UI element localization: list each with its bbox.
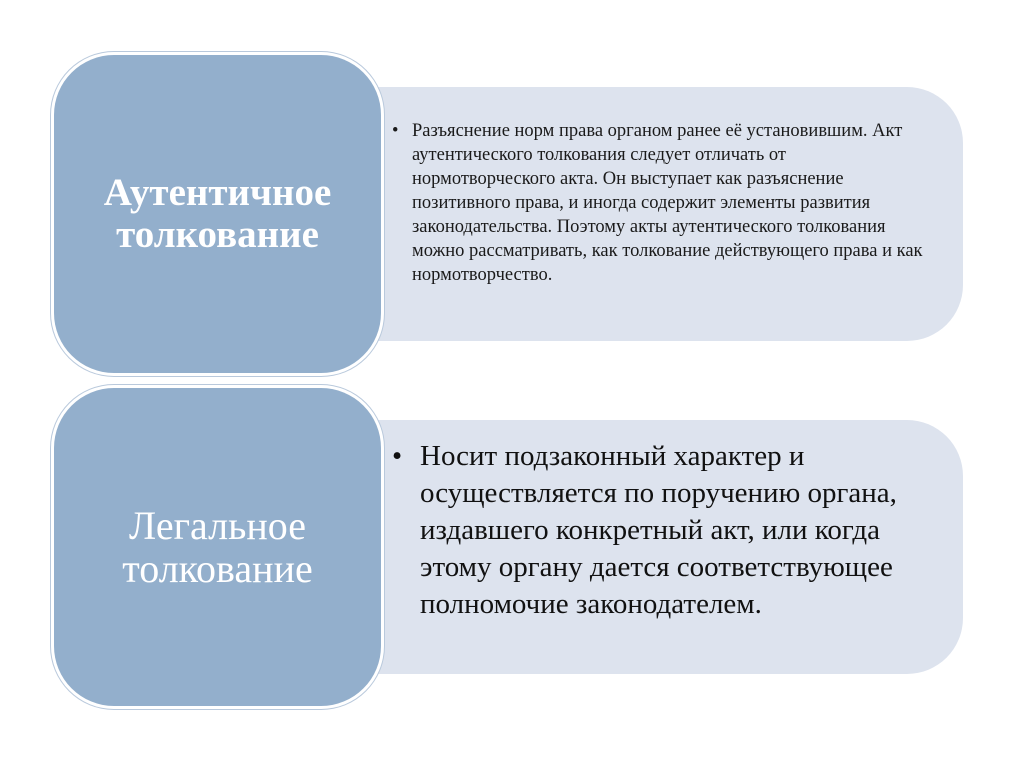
bullet-icon: • [392, 121, 399, 141]
legal-interpretation-detail-list [392, 438, 940, 623]
authentic-interpretation-label-box [54, 55, 381, 373]
legal-interpretation-detail-text: Носит подзаконный характер и осуществляется по поручению органа, издавшего конкретный акт, или когда этому органу дается соответствующее полномочие законодателем. [420, 440, 897, 620]
authentic-interpretation-row [0, 55, 1024, 373]
authentic-interpretation-label: Аутентичное толкование [103, 170, 332, 256]
legal-interpretation-row [0, 388, 1024, 706]
legal-interpretation-label: Легальное толкование [122, 502, 313, 591]
authentic-interpretation-detail-text: Разъяснение норм права органом ранее её установившим. Акт аутентического толкования следует отличать от нормотворческого акта. Он выступает как разъяснение позитивного права, и иногда содержит элементы развития законодательства. Поэтому акты аутентического толкования можно рассматривать, как толкование действующего права и как нормотворчество. [412, 121, 923, 285]
authentic-interpretation-detail-item [392, 119, 932, 287]
legal-interpretation-label-box [54, 388, 381, 706]
legal-interpretation-detail-item [392, 438, 940, 623]
authentic-interpretation-detail-list [392, 119, 932, 287]
bullet-icon: • [392, 440, 403, 472]
